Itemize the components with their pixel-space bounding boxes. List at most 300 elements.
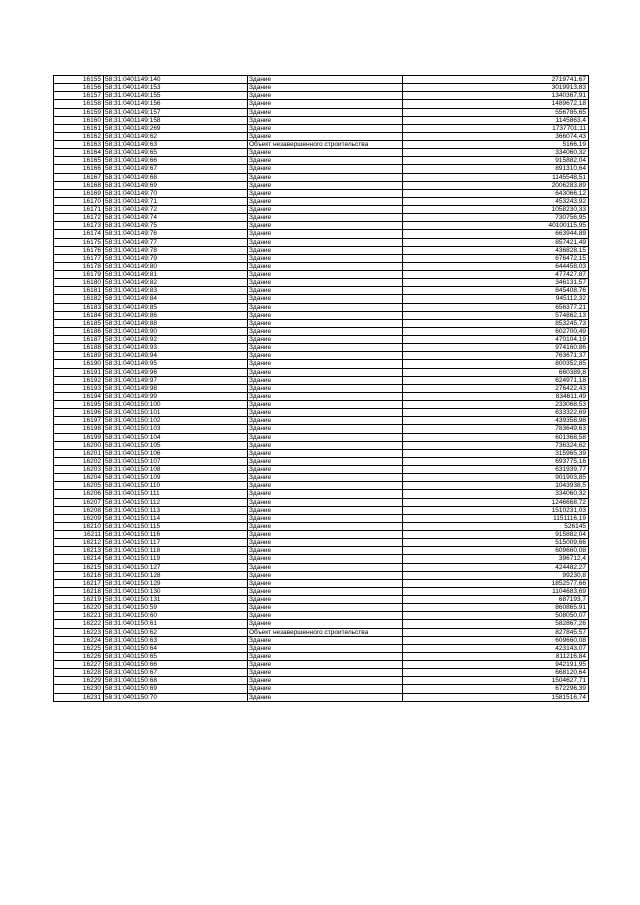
table-row [54, 311, 589, 319]
object-type: Здание [248, 587, 403, 595]
object-type: Здание [248, 563, 403, 571]
row-number: 16167 [54, 173, 104, 181]
table-row [54, 677, 589, 685]
cadastral-number: 58:31:0401150:63 [104, 636, 248, 644]
cadastral-value: 915882,04 [403, 531, 589, 539]
object-type: Здание [248, 319, 403, 327]
row-number: 16198 [54, 425, 104, 433]
object-type: Здание [248, 108, 403, 116]
table-row [54, 181, 589, 189]
object-type: Здание [248, 401, 403, 409]
table-row [54, 563, 589, 571]
row-number: 16161 [54, 124, 104, 132]
object-type: Здание [248, 173, 403, 181]
cadastral-number: 58:31:0401150:68 [104, 677, 248, 685]
cadastral-value: 942191,95 [403, 661, 589, 669]
table-body [54, 76, 589, 702]
cadastral-value: 609660,08 [403, 636, 589, 644]
table-row [54, 425, 589, 433]
table-row [54, 76, 589, 84]
cadastral-number: 58:31:0401149:63 [104, 141, 248, 149]
cadastral-value: 470104,19 [403, 336, 589, 344]
cadastral-number: 58:31:0401149:269 [104, 124, 248, 132]
object-type: Здание [248, 579, 403, 587]
cadastral-value: 668120,64 [403, 669, 589, 677]
object-type: Здание [248, 693, 403, 701]
table-row [54, 384, 589, 392]
object-type: Здание [248, 661, 403, 669]
cadastral-number: 58:31:0401149:97 [104, 376, 248, 384]
cadastral-value: 736324,62 [403, 441, 589, 449]
row-number: 16231 [54, 693, 104, 701]
cadastral-value: 526145 [403, 522, 589, 530]
cadastral-number: 58:31:0401150:114 [104, 514, 248, 522]
table-row [54, 368, 589, 376]
object-type: Здание [248, 336, 403, 344]
row-number: 16194 [54, 392, 104, 400]
cadastral-number: 58:31:0401149:96 [104, 368, 248, 376]
cadastral-value: 1104683,69 [403, 587, 589, 595]
cadastral-value: 974160,86 [403, 344, 589, 352]
object-type: Здание [248, 482, 403, 490]
object-type: Здание [248, 669, 403, 677]
object-type: Здание [248, 327, 403, 335]
cadastral-number: 58:31:0401150:104 [104, 433, 248, 441]
row-number: 16196 [54, 409, 104, 417]
row-number: 16228 [54, 669, 104, 677]
row-number: 16168 [54, 181, 104, 189]
cadastral-number: 58:31:0401150:108 [104, 466, 248, 474]
object-type: Здание [248, 279, 403, 287]
row-number: 16208 [54, 506, 104, 514]
cadastral-number: 58:31:0401149:92 [104, 336, 248, 344]
cadastral-value: 693775,16 [403, 457, 589, 465]
row-number: 16210 [54, 522, 104, 530]
object-type: Объект незавершенного строительства [248, 628, 403, 636]
cadastral-value: 276422,43 [403, 384, 589, 392]
row-number: 16216 [54, 571, 104, 579]
table-row [54, 132, 589, 140]
table-row [54, 84, 589, 92]
object-type: Здание [248, 116, 403, 124]
cadastral-number: 58:31:0401149:77 [104, 238, 248, 246]
row-number: 16166 [54, 165, 104, 173]
cadastral-number: 58:31:0401150:60 [104, 612, 248, 620]
row-number: 16221 [54, 612, 104, 620]
cadastral-number: 58:31:0401150:115 [104, 522, 248, 530]
row-number: 16204 [54, 474, 104, 482]
cadastral-value: 609660,08 [403, 547, 589, 555]
row-number: 16177 [54, 254, 104, 262]
table-row [54, 230, 589, 238]
cadastral-number: 58:31:0401149:140 [104, 76, 248, 84]
table-row [54, 287, 589, 295]
cadastral-value: 845408,76 [403, 287, 589, 295]
object-type: Здание [248, 262, 403, 270]
table-row [54, 262, 589, 270]
row-number: 16186 [54, 327, 104, 335]
table-row [54, 490, 589, 498]
row-number: 16209 [54, 514, 104, 522]
object-type: Здание [248, 522, 403, 530]
cadastral-value: 436828,15 [403, 246, 589, 254]
object-type: Здание [248, 222, 403, 230]
cadastral-number: 58:31:0401150:131 [104, 596, 248, 604]
cadastral-value: 2719741,67 [403, 76, 589, 84]
cadastral-value: 439358,98 [403, 417, 589, 425]
cadastral-number: 58:31:0401150:116 [104, 531, 248, 539]
table-row [54, 441, 589, 449]
cadastral-number: 58:31:0401150:103 [104, 425, 248, 433]
cadastral-number: 58:31:0401149:76 [104, 230, 248, 238]
table-row [54, 327, 589, 335]
object-type: Здание [248, 271, 403, 279]
object-type: Здание [248, 644, 403, 652]
table-row [54, 108, 589, 116]
table-row [54, 474, 589, 482]
table-row [54, 360, 589, 368]
object-type: Здание [248, 417, 403, 425]
cadastral-number: 58:31:0401150:117 [104, 539, 248, 547]
row-number: 16179 [54, 271, 104, 279]
table-row [54, 652, 589, 660]
cadastral-number: 58:31:0401150:111 [104, 490, 248, 498]
object-type: Здание [248, 124, 403, 132]
cadastral-value: 574862,13 [403, 311, 589, 319]
cadastral-number: 58:31:0401149:75 [104, 222, 248, 230]
cadastral-number: 58:31:0401150:106 [104, 449, 248, 457]
object-type: Здание [248, 368, 403, 376]
row-number: 16199 [54, 433, 104, 441]
object-type: Здание [248, 238, 403, 246]
object-type: Здание [248, 685, 403, 693]
table-row [54, 376, 589, 384]
object-type: Здание [248, 490, 403, 498]
cadastral-number: 58:31:0401150:112 [104, 498, 248, 506]
row-number: 16157 [54, 92, 104, 100]
cadastral-number: 58:31:0401149:83 [104, 287, 248, 295]
object-type: Здание [248, 254, 403, 262]
cadastral-value: 453243,92 [403, 197, 589, 205]
object-type: Здание [248, 392, 403, 400]
table-row [54, 669, 589, 677]
row-number: 16212 [54, 539, 104, 547]
table-row [54, 466, 589, 474]
cadastral-number: 58:31:0401149:62 [104, 132, 248, 140]
object-type: Здание [248, 76, 403, 84]
table-row [54, 141, 589, 149]
row-number: 16178 [54, 262, 104, 270]
row-number: 16183 [54, 303, 104, 311]
cadastral-number: 58:31:0401149:95 [104, 360, 248, 368]
cadastral-number: 58:31:0401150:129 [104, 579, 248, 587]
table-row [54, 157, 589, 165]
cadastral-value: 676472,15 [403, 254, 589, 262]
table-row [54, 498, 589, 506]
cadastral-value: 857421,49 [403, 238, 589, 246]
table-row [54, 571, 589, 579]
cadastral-number: 58:31:0401149:82 [104, 279, 248, 287]
row-number: 16160 [54, 116, 104, 124]
table-row [54, 409, 589, 417]
cadastral-number: 58:31:0401150:65 [104, 652, 248, 660]
table-row [54, 214, 589, 222]
row-number: 16189 [54, 352, 104, 360]
row-number: 16163 [54, 141, 104, 149]
row-number: 16215 [54, 563, 104, 571]
cadastral-value: 477427,87 [403, 271, 589, 279]
table-row [54, 92, 589, 100]
cadastral-number: 58:31:0401149:93 [104, 344, 248, 352]
cadastral-value: 508050,07 [403, 612, 589, 620]
table-row [54, 295, 589, 303]
cadastral-value: 660389,8 [403, 368, 589, 376]
table-row [54, 433, 589, 441]
cadastral-number: 58:31:0401149:67 [104, 165, 248, 173]
table-row [54, 587, 589, 595]
cadastral-value: 860865,91 [403, 604, 589, 612]
cadastral-number: 58:31:0401150:118 [104, 547, 248, 555]
table-row [54, 197, 589, 205]
object-type: Здание [248, 287, 403, 295]
cadastral-number: 58:31:0401150:102 [104, 417, 248, 425]
cadastral-value: 424482,27 [403, 563, 589, 571]
table-row [54, 222, 589, 230]
row-number: 16190 [54, 360, 104, 368]
object-type: Здание [248, 604, 403, 612]
table-row [54, 336, 589, 344]
row-number: 16191 [54, 368, 104, 376]
table-row [54, 506, 589, 514]
cadastral-number: 58:31:0401149:99 [104, 392, 248, 400]
cadastral-number: 58:31:0401150:70 [104, 693, 248, 701]
cadastral-value: 5166,19 [403, 141, 589, 149]
row-number: 16225 [54, 644, 104, 652]
object-type: Здание [248, 547, 403, 555]
cadastral-number: 58:31:0401149:86 [104, 311, 248, 319]
object-type: Здание [248, 466, 403, 474]
row-number: 16180 [54, 279, 104, 287]
table-row [54, 547, 589, 555]
object-type: Здание [248, 360, 403, 368]
cadastral-number: 58:31:0401149:155 [104, 92, 248, 100]
cadastral-value: 631939,77 [403, 466, 589, 474]
cadastral-number: 58:31:0401149:88 [104, 319, 248, 327]
table-row [54, 457, 589, 465]
cadastral-value: 783649,63 [403, 425, 589, 433]
cadastral-number: 58:31:0401149:65 [104, 149, 248, 157]
table-row [54, 401, 589, 409]
cadastral-number: 58:31:0401149:70 [104, 189, 248, 197]
cadastral-number: 58:31:0401149:157 [104, 108, 248, 116]
table-row [54, 482, 589, 490]
cadastral-number: 58:31:0401150:105 [104, 441, 248, 449]
row-number: 16193 [54, 384, 104, 392]
table-row [54, 644, 589, 652]
table-row [54, 189, 589, 197]
object-type: Здание [248, 206, 403, 214]
object-type: Здание [248, 652, 403, 660]
row-number: 16170 [54, 197, 104, 205]
object-type: Здание [248, 376, 403, 384]
object-type: Здание [248, 352, 403, 360]
table-row [54, 116, 589, 124]
object-type: Здание [248, 620, 403, 628]
object-type: Здание [248, 449, 403, 457]
table-row [54, 238, 589, 246]
row-number: 16195 [54, 401, 104, 409]
cadastral-value: 233068,53 [403, 401, 589, 409]
cadastral-value: 853245,73 [403, 319, 589, 327]
row-number: 16207 [54, 498, 104, 506]
cadastral-value: 672296,39 [403, 685, 589, 693]
cadastral-number: 58:31:0401150:109 [104, 474, 248, 482]
row-number: 16176 [54, 246, 104, 254]
table-row [54, 555, 589, 563]
object-type: Здание [248, 181, 403, 189]
row-number: 16206 [54, 490, 104, 498]
table-row [54, 693, 589, 701]
cadastral-value: 334060,32 [403, 149, 589, 157]
object-type: Здание [248, 165, 403, 173]
cadastral-value: 423143,07 [403, 644, 589, 652]
object-type: Здание [248, 246, 403, 254]
cadastral-value: 315965,39 [403, 449, 589, 457]
cadastral-value: 1489672,18 [403, 100, 589, 108]
cadastral-value: 346131,57 [403, 279, 589, 287]
cadastral-number: 58:31:0401150:101 [104, 409, 248, 417]
row-number: 16201 [54, 449, 104, 457]
row-number: 16182 [54, 295, 104, 303]
table-row [54, 254, 589, 262]
cadastral-value: 1145548,51 [403, 173, 589, 181]
cadastral-value: 624971,18 [403, 376, 589, 384]
object-type: Здание [248, 474, 403, 482]
table-row [54, 392, 589, 400]
row-number: 16185 [54, 319, 104, 327]
row-number: 16173 [54, 222, 104, 230]
object-type: Здание [248, 498, 403, 506]
cadastral-value: 763671,37 [403, 352, 589, 360]
cadastral-number: 58:31:0401150:127 [104, 563, 248, 571]
object-type: Здание [248, 636, 403, 644]
object-type: Здание [248, 457, 403, 465]
table-row [54, 303, 589, 311]
object-type: Здание [248, 100, 403, 108]
cadastral-number: 58:31:0401150:66 [104, 661, 248, 669]
table-row [54, 417, 589, 425]
object-type: Здание [248, 555, 403, 563]
object-type: Здание [248, 506, 403, 514]
cadastral-value: 366074,43 [403, 132, 589, 140]
cadastral-value: 99230,8 [403, 571, 589, 579]
cadastral-value: 515009,66 [403, 539, 589, 547]
row-number: 16158 [54, 100, 104, 108]
row-number: 16197 [54, 417, 104, 425]
cadastral-number: 58:31:0401149:68 [104, 173, 248, 181]
row-number: 16214 [54, 555, 104, 563]
cadastral-value: 827845,57 [403, 628, 589, 636]
object-type: Здание [248, 514, 403, 522]
row-number: 16156 [54, 84, 104, 92]
cadastral-number: 58:31:0401150:61 [104, 620, 248, 628]
cadastral-number: 58:31:0401149:84 [104, 295, 248, 303]
cadastral-number: 58:31:0401149:80 [104, 262, 248, 270]
object-type: Здание [248, 311, 403, 319]
cadastral-number: 58:31:0401150:119 [104, 555, 248, 563]
table-row [54, 612, 589, 620]
row-number: 16226 [54, 652, 104, 660]
table-row [54, 149, 589, 157]
cadastral-number: 58:31:0401149:94 [104, 352, 248, 360]
table-row [54, 579, 589, 587]
cadastral-number: 58:31:0401150:67 [104, 669, 248, 677]
row-number: 16159 [54, 108, 104, 116]
cadastral-value: 945112,32 [403, 295, 589, 303]
cadastral-number: 58:31:0401149:90 [104, 327, 248, 335]
cadastral-value: 811216,84 [403, 652, 589, 660]
row-number: 16155 [54, 76, 104, 84]
cadastral-value: 556785,65 [403, 108, 589, 116]
table-row [54, 531, 589, 539]
cadastral-number: 58:31:0401150:128 [104, 571, 248, 579]
row-number: 16223 [54, 628, 104, 636]
row-number: 16181 [54, 287, 104, 295]
cadastral-value: 40100115,95 [403, 222, 589, 230]
cadastral-value: 1852577,66 [403, 579, 589, 587]
object-type: Здание [248, 230, 403, 238]
cadastral-value: 1510231,03 [403, 506, 589, 514]
object-type: Здание [248, 149, 403, 157]
cadastral-value: 730756,95 [403, 214, 589, 222]
row-number: 16224 [54, 636, 104, 644]
table-row [54, 449, 589, 457]
cadastral-number: 58:31:0401150:107 [104, 457, 248, 465]
table-row [54, 279, 589, 287]
cadastral-value: 1145863,4 [403, 116, 589, 124]
row-number: 16220 [54, 604, 104, 612]
object-type: Объект незавершенного строительства [248, 141, 403, 149]
table-row [54, 271, 589, 279]
row-number: 16162 [54, 132, 104, 140]
cadastral-value: 1151116,19 [403, 514, 589, 522]
table-row [54, 539, 589, 547]
cadastral-value: 891310,64 [403, 165, 589, 173]
row-number: 16205 [54, 482, 104, 490]
cadastral-value: 1737701,11 [403, 124, 589, 132]
table-row [54, 661, 589, 669]
cadastral-value: 1581516,74 [403, 693, 589, 701]
row-number: 16203 [54, 466, 104, 474]
object-type: Здание [248, 92, 403, 100]
cadastral-value: 643066,12 [403, 189, 589, 197]
object-type: Здание [248, 197, 403, 205]
object-type: Здание [248, 612, 403, 620]
cadastral-number: 58:31:0401149:69 [104, 181, 248, 189]
object-type: Здание [248, 425, 403, 433]
row-number: 16200 [54, 441, 104, 449]
cadastral-value: 901903,85 [403, 474, 589, 482]
cadastral-number: 58:31:0401149:98 [104, 384, 248, 392]
row-number: 16172 [54, 214, 104, 222]
cadastral-number: 58:31:0401150:64 [104, 644, 248, 652]
cadastral-value: 3019913,83 [403, 84, 589, 92]
cadastral-number: 58:31:0401150:130 [104, 587, 248, 595]
cadastral-value: 2006283,89 [403, 181, 589, 189]
cadastral-value: 396712,4 [403, 555, 589, 563]
cadastral-number: 58:31:0401150:69 [104, 685, 248, 693]
object-type: Здание [248, 409, 403, 417]
